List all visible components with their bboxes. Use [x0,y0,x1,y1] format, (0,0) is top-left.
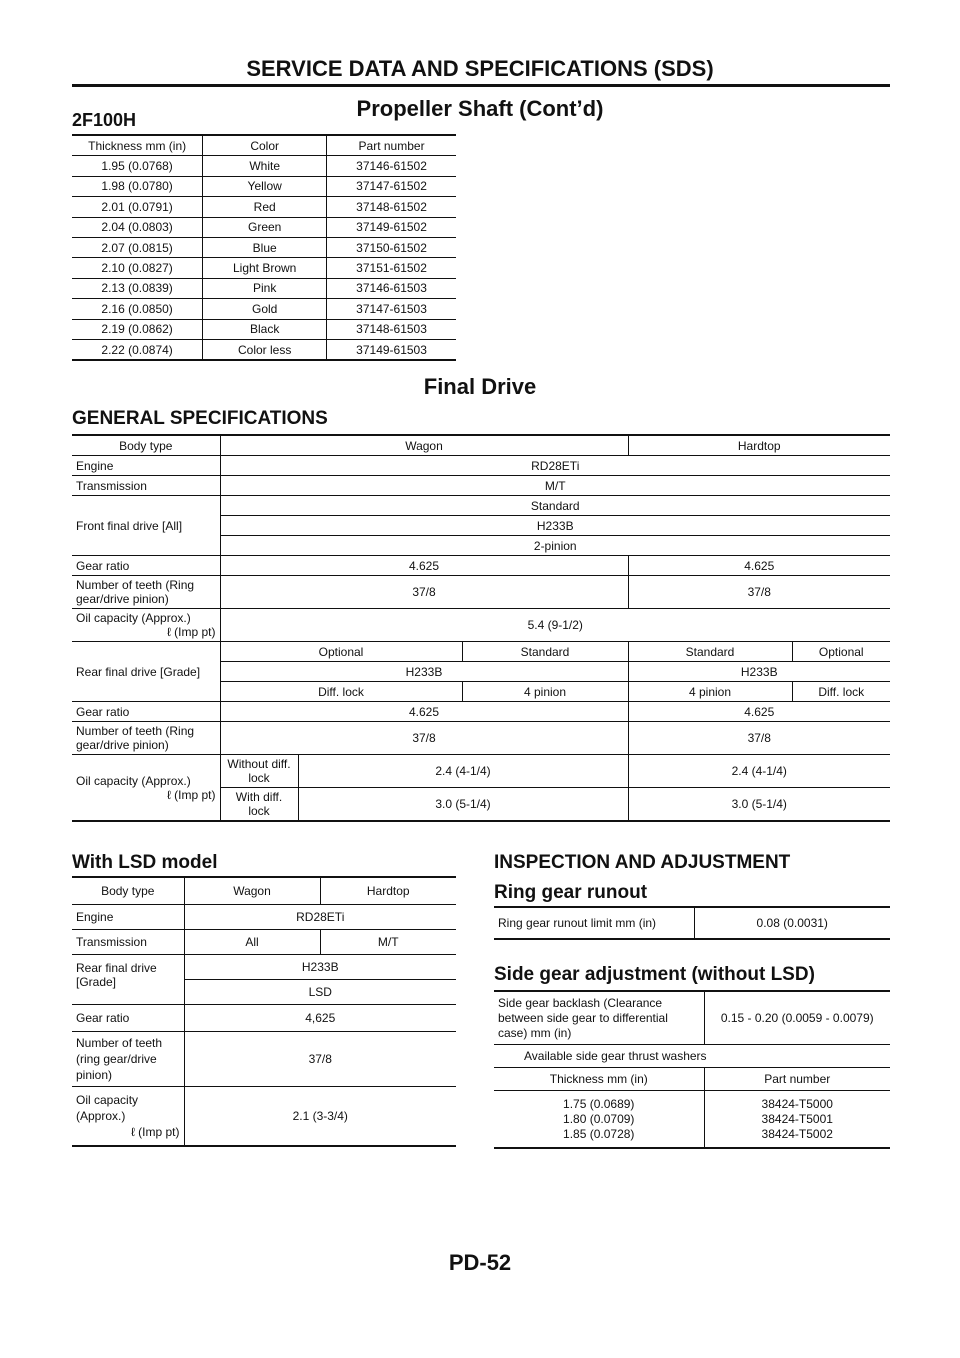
runout-label: Ring gear runout limit mm (in) [494,907,694,939]
rear-model-hardtop: H233B [628,662,890,682]
table-row [72,237,456,257]
table-cell: Yellow [203,176,327,196]
table-cell: Light Brown [203,258,327,278]
table-cell: 2.13 (0.0839) [72,278,203,298]
table-cell: 37149-61502 [327,217,456,237]
column-header: Thickness mm (in) [72,135,203,156]
lsd-hardtop-header: Hardtop [320,877,456,905]
table-row [72,339,456,360]
table-cell: Green [203,217,327,237]
table-cell: Color less [203,339,327,360]
rear-type-2: 4 pinion [462,682,628,702]
front-model-value: H233B [220,516,890,536]
gear-ratio-hardtop: 4.625 [628,556,890,576]
table-cell: 2.19 (0.0862) [72,319,203,339]
lsd-rear-label: Rear final drive [Grade] [72,955,184,1005]
oil-with-wagon: 3.0 (5-1/4) [298,788,628,822]
table-row [72,877,456,905]
table-cell: 37146-61503 [327,278,456,298]
table-row [72,1032,456,1087]
rear-teeth-wagon: 37/8 [220,722,628,755]
gear-ratio-label: Gear ratio [72,556,220,576]
rear-grade-3: Standard [628,642,792,662]
table-cell: 37148-61502 [327,197,456,217]
table-row [72,1087,456,1147]
column-header: Part number [327,135,456,156]
table-cell: 2.07 (0.0815) [72,237,203,257]
teeth-label: Number of teeth (Ring gear/drive pinion) [72,576,220,609]
table-cell: 37150-61502 [327,237,456,257]
front-oil-label-text: Oil capacity (Approx.) [76,611,191,625]
table-row [72,496,890,516]
table-cell: Black [203,319,327,339]
table-row [494,1091,890,1149]
teeth-wagon: 37/8 [220,576,628,609]
transmission-label: Transmission [72,476,220,496]
backlash-label: Side gear backlash (Clearance between side gear to differential case) mm (in) [494,991,704,1045]
table-row [72,1005,456,1032]
side-gear-title: Side gear adjustment (without LSD) [494,964,815,985]
lsd-teeth-value: 37/8 [184,1032,456,1087]
table-cell: 37146-61502 [327,156,456,176]
table-row [72,197,456,217]
shim-section-title: 2F100H [72,110,137,130]
gear-ratio-wagon: 4.625 [220,556,628,576]
lsd-body-type-label: Body type [72,877,184,905]
thickness-header: Thickness mm (in) [494,1068,704,1091]
table-cell: 2.10 (0.0827) [72,258,203,278]
rear-gear-ratio-hardtop: 4.625 [628,702,890,722]
lsd-engine-label: Engine [72,905,184,930]
lsd-gear-ratio-value: 4,625 [184,1005,456,1032]
table-row [72,435,890,456]
rear-type-4: Diff. lock [792,682,890,702]
table-row [494,991,890,1045]
lsd-rear-model: H233B [184,955,456,980]
table-cell: 2.22 (0.0874) [101,342,173,357]
column-header: Color [203,135,327,156]
body-type-label: Body type [72,435,220,456]
lsd-transmission-label: Transmission [72,930,184,955]
table-cell: 37148-61503 [327,319,456,339]
table-cell: 2.04 (0.0803) [72,217,203,237]
table-cell: 1.95 (0.0768) [72,156,203,176]
lsd-trans-hardtop: M/T [320,930,456,955]
table-cell: 1.98 (0.0780) [72,176,203,196]
rear-gear-ratio-wagon: 4.625 [220,702,628,722]
rear-grade-1: Optional [220,642,462,662]
table-cell: 37147-61502 [327,176,456,196]
lsd-section-title: With LSD model [72,852,218,873]
table-row [72,955,456,980]
table-cell: 2.16 (0.0850) [72,299,203,319]
table-cell: Red [203,197,327,217]
rear-grade-4: Optional [792,642,890,662]
table-cell: 37147-61503 [327,299,456,319]
rear-final-drive-label: Rear final drive [Grade] [72,642,220,702]
washer-thickness-1: 1.75 (0.0689) [563,1096,635,1111]
lsd-wagon-header: Wagon [184,877,320,905]
teeth-hardtop: 37/8 [628,576,890,609]
lsd-oil-unit: ℓ (Imp pt) [130,1125,180,1139]
table-row [72,722,890,755]
table-row [72,609,890,642]
front-grade-value: Standard [220,496,890,516]
table-cell: Blue [203,237,327,257]
runout-value: 0.08 (0.0031) [756,916,828,930]
lsd-teeth-label: Number of teeth (ring gear/drive pinion) [72,1032,184,1087]
part-number-header: Part number [704,1068,890,1091]
table-row [72,556,890,576]
lsd-oil-label [72,1087,184,1147]
front-final-drive-label: Front final drive [All] [72,496,220,556]
final-drive-title: Final Drive [423,374,537,399]
rear-grade-2: Standard [462,642,628,662]
rear-gear-ratio-label: Gear ratio [72,702,220,722]
rear-teeth-hardtop: 37/8 [628,722,890,755]
lsd-table [72,876,456,1147]
table-header-row [72,135,456,156]
table-row [72,576,890,609]
rear-oil-label-text: Oil capacity (Approx.) [76,773,191,788]
ring-gear-runout-title: Ring gear runout [494,882,648,903]
front-oil-label [72,609,220,642]
ring-gear-runout-table [494,906,890,940]
page-header-subtitle: Propeller Shaft (Cont’d) [356,96,604,121]
lsd-oil-value: 2.1 (3-3/4) [184,1087,456,1147]
table-row [72,456,890,476]
table-row [494,907,890,939]
table-row [72,217,456,237]
table-row [72,299,456,319]
table-cell: Gold [203,299,327,319]
washer-part-1: 38424-T5000 [761,1096,833,1111]
hardtop-header: Hardtop [628,435,890,456]
front-pinion-value: 2-pinion [220,536,890,556]
engine-value: RD28ETi [220,456,890,476]
table-cell: 37149-61503 [327,339,456,360]
engine-label: Engine [72,456,220,476]
backlash-value: 0.15 - 0.20 (0.0059 - 0.0079) [704,991,890,1045]
with-diff-label: With diff. lock [220,788,298,822]
general-specifications-table [72,434,890,822]
oil-with-hardtop: 3.0 (5-1/4) [628,788,890,822]
table-row [72,319,456,339]
oil-without-wagon: 2.4 (4-1/4) [298,755,628,788]
rear-model-wagon: H233B [220,662,628,682]
rear-type-1: Diff. lock [220,682,462,702]
lsd-rear-grade: LSD [184,980,456,1005]
washer-part-2: 38424-T5001 [761,1111,833,1126]
page-header-title: SERVICE DATA AND SPECIFICATIONS (SDS) [246,56,714,81]
header-rule [72,84,890,87]
washer-thickness-3: 1.85 (0.0728) [563,1126,635,1141]
rear-oil-label [72,755,220,822]
table-row [72,755,890,788]
table-row [72,642,890,662]
rear-type-3: 4 pinion [628,682,792,702]
side-gear-table [494,990,890,1149]
rear-teeth-label: Number of teeth (Ring gear/drive pinion) [72,722,220,755]
lsd-gear-ratio-label: Gear ratio [72,1005,184,1032]
table-row [72,702,890,722]
washers-label: Available side gear thrust washers [494,1045,890,1068]
general-specifications-title: GENERAL SPECIFICATIONS [72,408,328,429]
washer-thickness-2: 1.80 (0.0709) [563,1111,635,1126]
washer-part-cell [704,1091,890,1149]
table-cell: White [203,156,327,176]
table-row [72,278,456,298]
transmission-value: M/T [220,476,890,496]
lsd-trans-wagon: All [184,930,320,955]
table-row [72,930,456,955]
table-cell: Pink [203,278,327,298]
front-oil-unit: ℓ (Imp pt) [166,625,216,639]
lsd-oil-label-text: Oil capacity (Approx.) [76,1093,139,1123]
table-row [72,905,456,930]
wagon-header: Wagon [220,435,628,456]
lsd-engine-value: RD28ETi [184,905,456,930]
table-row [72,258,456,278]
table-row [494,1068,890,1091]
washer-part-3: 38424-T5002 [761,1126,833,1141]
table-cell: 37151-61502 [327,258,456,278]
inspection-title: INSPECTION AND ADJUSTMENT [494,852,791,873]
shim-table [72,134,456,361]
washer-thickness-cell [494,1091,704,1149]
table-row [72,176,456,196]
table-row [72,476,890,496]
table-cell: 2.01 (0.0791) [72,197,203,217]
page-number: PD-52 [448,1250,512,1275]
oil-without-hardtop: 2.4 (4-1/4) [628,755,890,788]
table-row [72,156,456,176]
front-oil-value: 5.4 (9-1/2) [220,609,890,642]
rear-oil-unit: ℓ (Imp pt) [166,787,216,802]
without-diff-label: Without diff. lock [220,755,298,788]
table-row [494,1045,890,1068]
